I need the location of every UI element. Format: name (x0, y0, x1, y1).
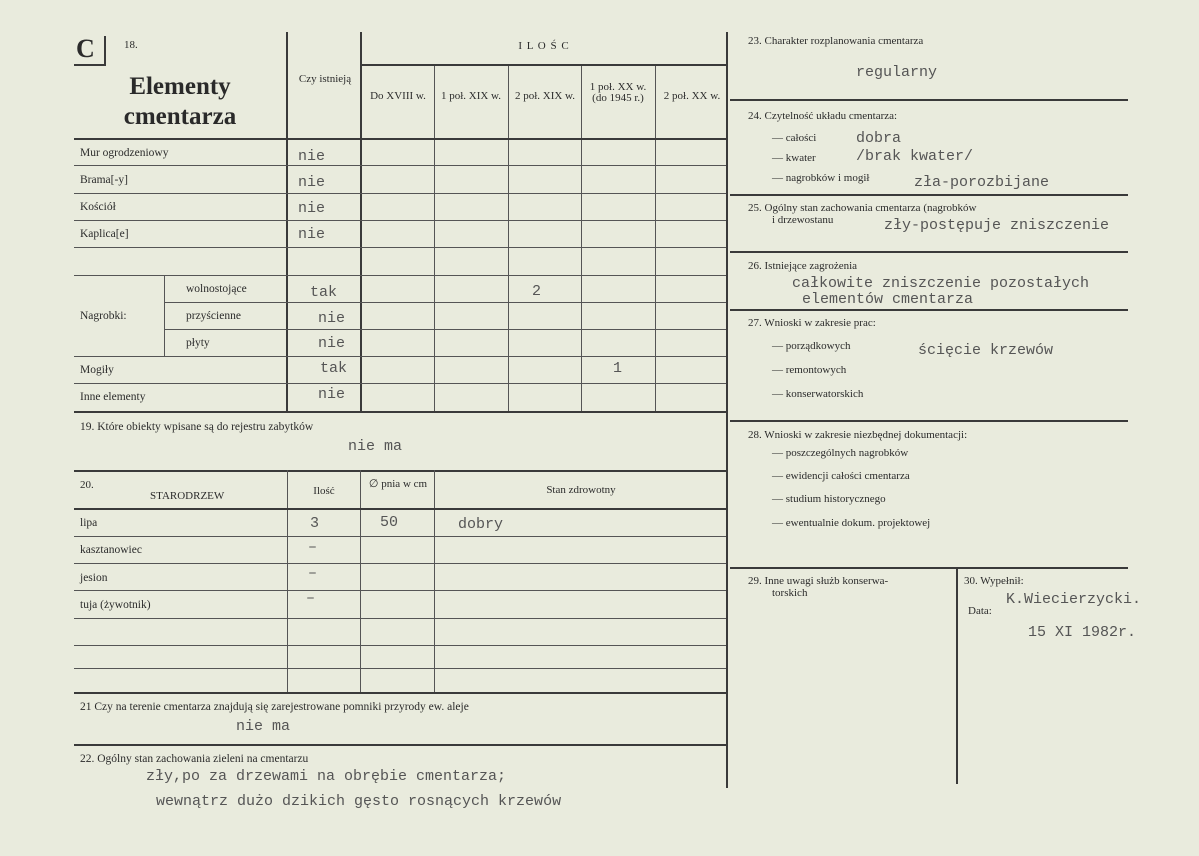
q28-label: 28. Wnioski w zakresie niezbędnej dokumentacji: (748, 429, 968, 441)
tree-count-kasztanowiec: – (308, 539, 318, 556)
q22-answer-1: zły,po za drzewami na obrębie cmentarza; (146, 768, 507, 785)
q27-item-porzadkowych: — porządkowych (772, 340, 851, 352)
period-header-3: 2 poł. XIX w. (514, 90, 576, 102)
element-label-kosciol: Kościół (80, 201, 116, 213)
element-exists-kaplica: nie (298, 226, 326, 243)
element-label-mur: Mur ogrodzeniowy (80, 147, 169, 159)
quantity-header: I L O Ś C (518, 40, 570, 52)
nagrobki-przyscienne-exists: nie (318, 310, 346, 327)
q28-item-3: — studium historycznego (772, 493, 886, 505)
exists-header: Czy istnieją (298, 73, 352, 85)
q25-label-2: i drzewostanu (772, 214, 834, 226)
q29-label-2: torskich (772, 587, 808, 599)
inne-exists: nie (318, 386, 346, 403)
element-exists-mur: nie (298, 148, 326, 165)
q20-header-state: Stan zdrowotny (546, 484, 616, 496)
nagrobki-wolnostojace-exists: tak (310, 284, 338, 301)
q28-item-1: — poszczególnych nagrobków (772, 447, 909, 459)
q24-item-nagrobkow: — nagrobków i mogił (772, 172, 870, 184)
period-header-5: 2 poł. XX w. (663, 90, 721, 102)
tree-diameter-lipa: 50 (380, 514, 399, 531)
q27-item-remontowych: — remontowych (772, 364, 847, 376)
tree-count-lipa: 3 (310, 515, 320, 532)
tree-state-lipa: dobry (458, 516, 504, 533)
tree-count-tuja: – (306, 590, 316, 607)
q24-label: 24. Czytelność układu cmentarza: (748, 110, 898, 122)
q26-label: 26. Istniejące zagrożenia (748, 260, 858, 272)
q20-header-count: Ilość (313, 485, 335, 497)
nagrobki-wolnostojace-count-p3: 2 (532, 283, 542, 300)
q30-date-label: Data: (968, 605, 992, 617)
title-line-1: Elementy (129, 73, 231, 100)
q29-label-1: 29. Inne uwagi służb konserwa- (748, 575, 889, 587)
tree-name-lipa: lipa (80, 517, 98, 529)
q23-answer: regularny (856, 64, 938, 81)
q26-answer-1: całkowite zniszczenie pozostałych (792, 275, 1090, 292)
q27-item-konserwatorskich: — konserwatorskich (772, 388, 864, 400)
q27-answer-porzadkowych: ścięcie krzewów (918, 342, 1054, 359)
q30-name: K.Wiecierzycki. (1006, 591, 1142, 608)
period-header-4: 1 poł. XX w. (do 1945 r.) (589, 81, 647, 104)
q28-item-4: — ewentualnie dokum. projektowej (772, 517, 931, 529)
q22-label: 22. Ogólny stan zachowania zieleni na cmentarzu (80, 753, 309, 765)
tree-count-jesion: – (308, 565, 318, 582)
tree-name-tuja: tuja (żywotnik) (80, 599, 151, 611)
q24-item-calosci: — całości (772, 132, 817, 144)
inne-label: Inne elementy (80, 391, 146, 403)
tree-name-kasztanowiec: kasztanowiec (80, 544, 142, 556)
q24-answer-calosci: dobra (856, 130, 902, 147)
section-number: 18. (124, 39, 138, 51)
mogily-exists: tak (320, 360, 348, 377)
title-line-2: cmentarza (123, 103, 237, 130)
q25-answer: zły-postępuje zniszczenie (884, 217, 1110, 234)
element-label-brama: Brama[-y] (80, 174, 128, 186)
element-exists-brama: nie (298, 174, 326, 191)
period-header-1: Do XVIII w. (370, 90, 426, 102)
element-exists-kosciol: nie (298, 200, 326, 217)
q24-answer-nagrobkow: zła-porozbijane (914, 174, 1050, 191)
q27-label: 27. Wnioski w zakresie prac: (748, 317, 876, 329)
q28-item-2: — ewidencji całości cmentarza (772, 470, 910, 482)
q20-header-diameter: ∅ pnia w cm (368, 478, 428, 490)
mogily-count-p4: 1 (613, 360, 623, 377)
nagrobki-label: Nagrobki: (80, 310, 127, 322)
q26-answer-2: elementów cmentarza (802, 291, 974, 308)
nagrobki-plyty-exists: nie (318, 335, 346, 352)
q19-label: 19. Które obiekty wpisane są do rejestru zabytków (80, 421, 314, 433)
mogily-label: Mogiły (80, 364, 114, 376)
tree-name-jesion: jesion (80, 572, 108, 584)
q24-item-kwater: — kwater (772, 152, 816, 164)
q21-answer: nie ma (236, 718, 291, 735)
page-title (90, 72, 270, 132)
q19-answer: nie ma (348, 438, 403, 455)
element-label-kaplica: Kaplica[e] (80, 228, 129, 240)
q20-number: 20. (80, 479, 94, 491)
q23-label: 23. Charakter rozplanowania cmentarza (748, 35, 924, 47)
q21-label: 21 Czy na terenie cmentarza znajdują się zarejestrowane pomniki przyrody ew. aleje (80, 701, 469, 713)
q22-answer-2: wewnątrz dużo dzikich gęsto rosnących krzewów (156, 793, 562, 810)
q25-label-1: 25. Ogólny stan zachowania cmentarza (nagrobków (748, 202, 977, 214)
q20-header-name: STARODRZEW (150, 490, 225, 502)
section-letter: C (76, 34, 95, 63)
period-header-2: 1 poł. XIX w. (440, 90, 502, 102)
nagrobki-wolnostojace-label: wolnostojące (186, 283, 247, 295)
q30-date: 15 XI 1982r. (1028, 624, 1137, 641)
q24-answer-kwater: /brak kwater/ (856, 148, 974, 165)
nagrobki-plyty-label: płyty (186, 337, 210, 349)
q30-label: 30. Wypełnił: (964, 575, 1024, 587)
nagrobki-przyscienne-label: przyścienne (186, 310, 241, 322)
